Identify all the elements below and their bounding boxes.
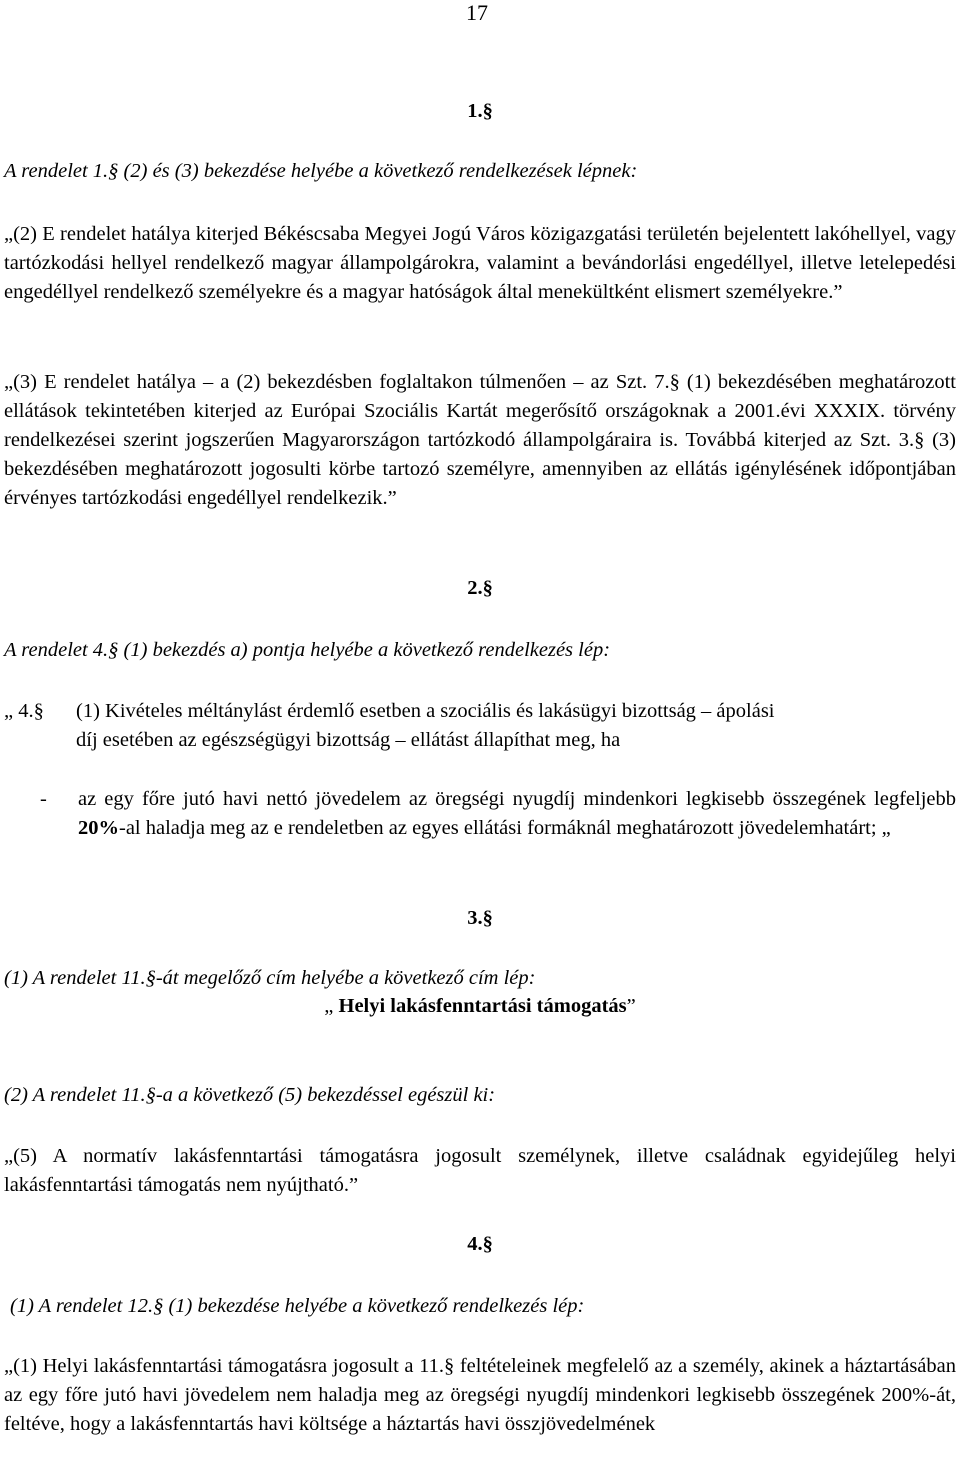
bullet-text-bold: 20% <box>78 817 119 839</box>
section-2-line-1: (1) Kivételes méltánylást érdemlő esetben a szociális és lakásügyi bizottság – ápolási <box>76 700 775 722</box>
title-close-quote: ” <box>626 995 636 1017</box>
section-2-lead: „ 4.§ <box>4 700 44 722</box>
page-number: 17 <box>466 0 488 25</box>
title-open-quote: „ <box>324 995 339 1017</box>
bullet-text-post: -al haladja meg az e rendeletben az egyes ellátási formáknál meghatározott jövedelemhatárt; „ <box>119 817 891 839</box>
section-1-intro: A rendelet 1.§ (2) és (3) bekezdése helyébe a következő rendelkezések lépnek: <box>4 160 638 182</box>
bullet-dash: - <box>40 788 47 810</box>
section-2-heading: 2.§ <box>467 577 493 599</box>
section-4-heading: 4.§ <box>467 1233 493 1255</box>
section-2-intro: A rendelet 4.§ (1) bekezdés a) pontja helyébe a következő rendelkezés lép: <box>4 639 611 661</box>
section-3-intro-2: (2) A rendelet 11.§-a a következő (5) bekezdéssel egészül ki: <box>4 1084 496 1106</box>
section-4-paragraph-1: „(1) Helyi lakásfenntartási támogatásra jogosult a 11.§ feltételeinek megfelelő az a személy, akinek a háztartásában az egy főre jutó havi jövedelem nem haladja meg az öregségi nyugdíj mindenkori legkisebb összegének 200%-át, feltéve, hogy a lakásfenntartás havi költsége a háztartás havi összjövedelmének <box>4 1355 956 1435</box>
section-1-heading: 1.§ <box>467 100 493 122</box>
section-1-paragraph-2: „(2) E rendelet hatálya kiterjed Békéscsaba Megyei Jogú Város közigazgatási területén bejelentett lakóhellyel, vagy tartózkodási hellyel rendelkező magyar állampolgárokra, valamint a bevándorlási engedéllyel, illetve letelepedési engedéllyel rendelkező személyekre és a magyar hatóságok által menekültként elismert személyekre.” <box>4 223 956 303</box>
section-4-intro: (1) A rendelet 12.§ (1) bekezdése helyébe a következő rendelkezés lép: <box>10 1295 585 1317</box>
section-3-heading: 3.§ <box>467 907 493 929</box>
section-3-paragraph-5: „(5) A normatív lakásfenntartási támogatásra jogosult személynek, illetve családnak egyidejűleg helyi lakásfenntartási támogatás nem nyújtható.” <box>4 1145 956 1196</box>
section-2-bullet <box>78 785 956 843</box>
title-text: Helyi lakásfenntartási támogatás <box>338 995 627 1017</box>
section-3-title <box>0 995 960 1018</box>
bullet-text-pre: az egy főre jutó havi nettó jövedelem az öregségi nyugdíj mindenkori legkisebb összegének legfeljebb <box>78 788 956 810</box>
section-2-line-2: díj esetében az egészségügyi bizottság – ellátást állapíthat meg, ha <box>76 729 621 751</box>
section-1-paragraph-3: „(3) E rendelet hatálya – a (2) bekezdésben foglaltakon túlmenően – az Szt. 7.§ (1) bekezdésében meghatározott ellátások tekintetében kiterjed az Európai Szociális Kartát megerősítő országoknak a 2001.évi XXXIX. törvény rendelkezései szerint jogszerűen Magyarországon tartózkodó állampolgáraira is. Továbbá kiterjed az Szt. 3.§ (3) bekezdésében meghatározott jogosulti körbe tartozó személyre, amennyiben az ellátás igénylésének időpontjában érvényes tartózkodási engedéllyel rendelkezik.” <box>4 371 956 509</box>
section-3-intro-1: (1) A rendelet 11.§-át megelőző cím helyébe a következő cím lép: <box>4 967 536 989</box>
